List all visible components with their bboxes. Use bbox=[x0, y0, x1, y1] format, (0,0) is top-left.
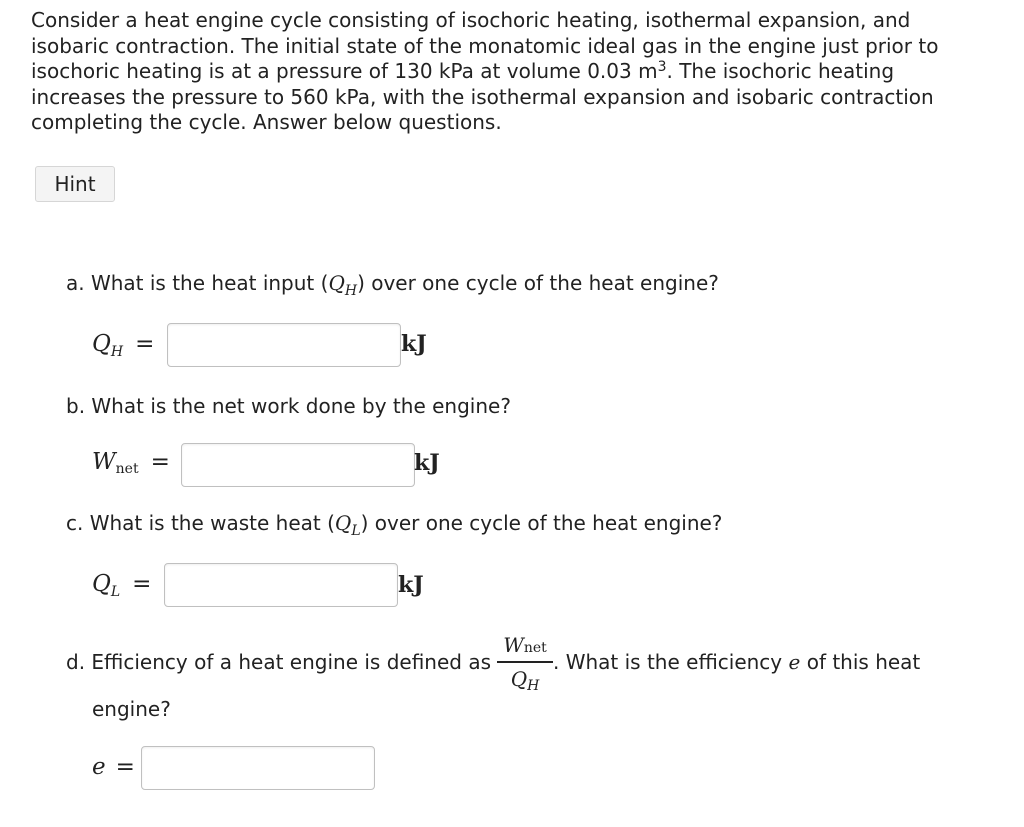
question-a-text: a. What is the heat input $(Q_H)$ over one cycle of the heat engine? bbox=[66, 271, 719, 299]
net-work-field[interactable] bbox=[181, 443, 415, 487]
question-b-unit: kJ bbox=[414, 450, 440, 476]
question-c-text: c. What is the waste heat $(Q_L)$ over one cycle of the heat engine? bbox=[66, 511, 723, 539]
question-a-label: $Q_H$ = bbox=[92, 331, 155, 360]
waste-heat-field[interactable] bbox=[164, 563, 398, 607]
efficiency-field[interactable] bbox=[141, 746, 375, 790]
fraction-bar bbox=[497, 661, 553, 663]
question-a-unit: kJ bbox=[401, 331, 427, 357]
efficiency-fraction: Wnet $Q_H$ bbox=[497, 633, 553, 691]
question-c-unit: kJ bbox=[398, 572, 424, 598]
question-d-text-line2: engine? bbox=[92, 697, 171, 721]
hint-button[interactable]: Hint bbox=[35, 166, 115, 202]
heat-input-field[interactable] bbox=[167, 323, 401, 367]
question-c-label: $Q_L$ = bbox=[92, 571, 152, 600]
question-b-text: b. What is the net work done by the engine? bbox=[66, 394, 511, 418]
question-d-text: d. Efficiency of a heat engine is defined as bbox=[66, 650, 491, 674]
question-d-label: e = bbox=[92, 754, 135, 780]
cubic-superscript: 3 bbox=[657, 59, 667, 75]
problem-statement: Consider a heat engine cycle consisting of isochoric heating, isothermal expansion, and isobaric contraction. The initial state of the monatomic ideal gas in the engine just prior to isochoric heating is at a pressure of 130 kPa at volume 0.03 $m^3$. The isochoric heating increases the pressure to 560 kPa, with the isothermal expansion and isobaric contraction completing the cycle. Answer below questions. bbox=[31, 8, 939, 134]
question-b-label: Wnet = bbox=[92, 449, 170, 477]
question-d-text-tail: . What is the efficiency e of this heat bbox=[553, 650, 921, 674]
